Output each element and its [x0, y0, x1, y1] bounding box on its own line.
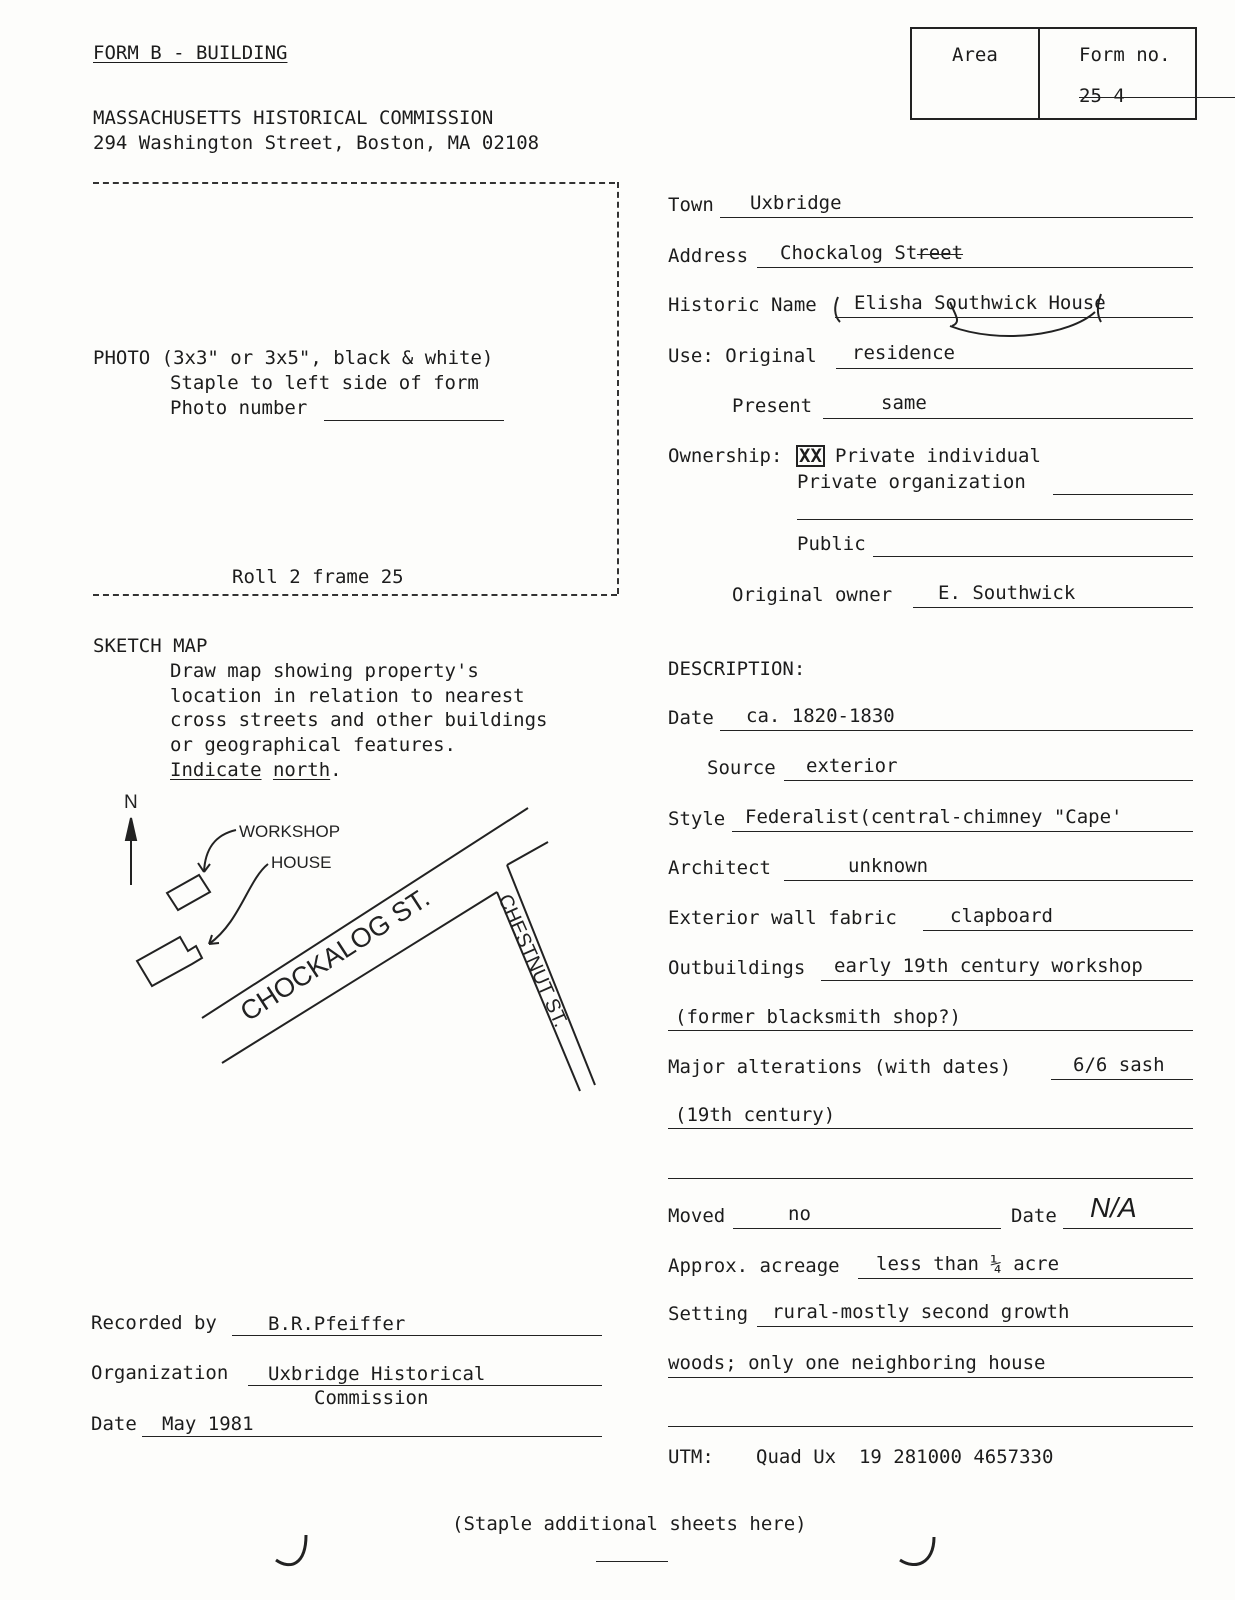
- source-value: exterior: [806, 755, 898, 777]
- setting-label: Setting: [668, 1303, 749, 1325]
- chockalog-street-label: CHOCKALOG ST.: [234, 882, 435, 1028]
- architect-value: unknown: [848, 855, 929, 877]
- utm-label: UTM:: [668, 1446, 714, 1468]
- organization-label: Organization: [91, 1362, 229, 1384]
- architect-label: Architect: [668, 857, 771, 879]
- address-value-main: Chockalog St: [780, 242, 918, 264]
- sketch-instruction-3: cross streets and other buildings: [170, 709, 548, 731]
- roll-frame: Roll 2 frame 25: [232, 566, 404, 588]
- style-value: Federalist(central-chimney "Cape': [745, 806, 1123, 828]
- indicate-word: Indicate: [170, 759, 262, 781]
- town-label: Town: [668, 194, 714, 216]
- original-owner-label: Original owner: [732, 584, 893, 606]
- original-owner-value: E. Southwick: [938, 582, 1076, 604]
- historic-name-label: Historic Name: [668, 294, 817, 316]
- ownership-checkbox: XX: [796, 444, 825, 468]
- sketch-period: .: [330, 759, 342, 781]
- present-use-label: Present: [732, 395, 813, 417]
- form-title: FORM B - BUILDING: [93, 42, 288, 64]
- use-original-label: Use: Original: [668, 345, 817, 367]
- town-value: Uxbridge: [750, 192, 842, 214]
- sketch-instruction-2: location in relation to nearest: [170, 685, 525, 707]
- alterations-value-2: (19th century): [675, 1104, 836, 1126]
- sketch-instruction-1: Draw map showing property's: [170, 660, 479, 682]
- moved-value: no: [788, 1203, 811, 1225]
- chestnut-street-label: CHESTNUT ST.: [493, 891, 572, 1031]
- north-word: north: [272, 759, 331, 781]
- area-label: Area: [952, 44, 998, 66]
- form-no-label: Form no.: [1079, 44, 1171, 66]
- moved-date-value: N/A: [1090, 1192, 1137, 1223]
- style-label: Style: [668, 808, 726, 830]
- staple-note: (Staple additional sheets here): [452, 1513, 807, 1535]
- use-original-value: residence: [852, 342, 955, 364]
- setting-value: rural-mostly second growth: [772, 1301, 1070, 1323]
- house-label: HOUSE: [271, 853, 332, 872]
- wall-fabric-label: Exterior wall fabric: [668, 907, 897, 929]
- outbuildings-value: early 19th century workshop: [834, 955, 1143, 977]
- photo-instruction: PHOTO (3x3" or 3x5", black & white): [93, 347, 494, 369]
- photo-number-label: Photo number: [170, 397, 308, 419]
- date-built-label: Date: [668, 707, 714, 729]
- wall-fabric-value: clapboard: [950, 905, 1053, 927]
- recorded-by-value: B.R.Pfeiffer: [268, 1313, 406, 1335]
- setting-value-2: woods; only one neighboring house: [668, 1352, 1046, 1374]
- alterations-value: 6/6 sash: [1073, 1054, 1165, 1076]
- alterations-label: Major alterations (with dates): [668, 1056, 1012, 1078]
- ownership-private-individual: Private individual: [835, 445, 1041, 467]
- organization-value: Uxbridge Historical: [268, 1363, 486, 1385]
- utm-value: Quad Ux 19 281000 4657330: [756, 1446, 1054, 1468]
- commission-name: MASSACHUSETTS HISTORICAL COMMISSION: [93, 107, 494, 129]
- address-label: Address: [668, 245, 749, 267]
- recorded-by-label: Recorded by: [91, 1312, 217, 1334]
- ownership-public: Public: [797, 533, 866, 555]
- workshop-label: WORKSHOP: [239, 822, 341, 841]
- source-label: Source: [707, 757, 776, 779]
- moved-date-label: Date: [1011, 1205, 1057, 1227]
- acreage-label: Approx. acreage: [668, 1255, 840, 1277]
- photo-staple-instruction: Staple to left side of form: [170, 372, 479, 394]
- acreage-value: less than ¼ acre: [876, 1253, 1060, 1275]
- outbuildings-value-2: (former blacksmith shop?): [675, 1006, 961, 1028]
- description-heading: DESCRIPTION:: [668, 658, 806, 680]
- north-label: N: [124, 792, 138, 813]
- ownership-label: Ownership:: [668, 445, 783, 467]
- sketch-instruction-4: or geographical features.: [170, 734, 456, 756]
- historic-name-value: Elisha Southwick House: [854, 292, 1106, 314]
- ownership-private-organization: Private organization: [797, 471, 1026, 493]
- sketch-heading: SKETCH MAP: [93, 635, 208, 657]
- moved-label: Moved: [668, 1205, 726, 1227]
- date-built-value: ca. 1820-1830: [746, 705, 895, 727]
- outbuildings-label: Outbuildings: [668, 957, 806, 979]
- commission-address: 294 Washington Street, Boston, MA 02108: [93, 132, 540, 154]
- address-value-struck: reet: [917, 242, 964, 264]
- recorded-date-value: May 1981: [162, 1413, 254, 1435]
- present-use-value: same: [881, 392, 927, 414]
- organization-value-2: Commission: [314, 1387, 429, 1409]
- recorded-date-label: Date: [91, 1413, 137, 1435]
- form-no-value: 25 4: [1079, 84, 1235, 108]
